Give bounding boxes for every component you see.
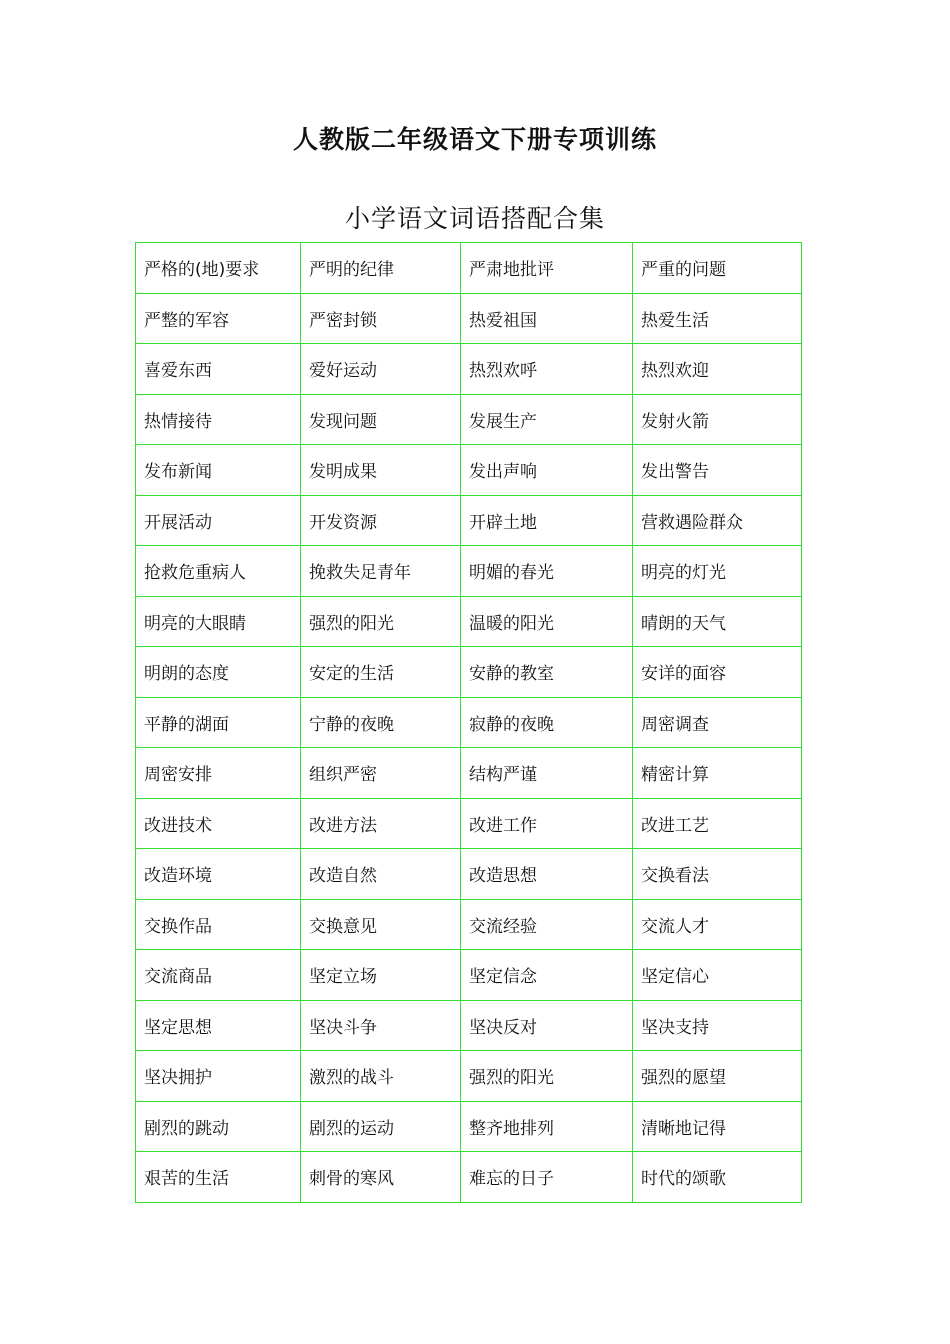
table-row bbox=[136, 697, 802, 748]
table-cell: 开发资源 bbox=[301, 495, 461, 546]
table-cell: 严明的纪律 bbox=[301, 243, 461, 294]
table-cell: 强烈的愿望 bbox=[633, 1051, 802, 1102]
table-cell: 交流人才 bbox=[633, 899, 802, 950]
table-cell: 强烈的阳光 bbox=[461, 1051, 633, 1102]
table-cell: 热烈欢迎 bbox=[633, 344, 802, 395]
table-row bbox=[136, 748, 802, 799]
table-cell: 改进技术 bbox=[136, 798, 301, 849]
table-cell: 坚决反对 bbox=[461, 1000, 633, 1051]
table-cell: 安静的教室 bbox=[461, 647, 633, 698]
table-cell: 发射火箭 bbox=[633, 394, 802, 445]
table-cell: 整齐地排列 bbox=[461, 1101, 633, 1152]
table-cell: 交流经验 bbox=[461, 899, 633, 950]
table-row bbox=[136, 899, 802, 950]
table-cell: 热情接待 bbox=[136, 394, 301, 445]
table-cell: 交换作品 bbox=[136, 899, 301, 950]
table-cell: 严整的军容 bbox=[136, 293, 301, 344]
table-cell: 喜爱东西 bbox=[136, 344, 301, 395]
table-cell: 难忘的日子 bbox=[461, 1152, 633, 1203]
table-row bbox=[136, 546, 802, 597]
table-cell: 热爱生活 bbox=[633, 293, 802, 344]
table-cell: 交换意见 bbox=[301, 899, 461, 950]
table-cell: 晴朗的天气 bbox=[633, 596, 802, 647]
table-cell: 严重的问题 bbox=[633, 243, 802, 294]
table-cell: 坚定立场 bbox=[301, 950, 461, 1001]
table-cell: 温暖的阳光 bbox=[461, 596, 633, 647]
table-cell: 明亮的灯光 bbox=[633, 546, 802, 597]
table-cell: 清晰地记得 bbox=[633, 1101, 802, 1152]
table-cell: 严肃地批评 bbox=[461, 243, 633, 294]
table-cell: 坚决拥护 bbox=[136, 1051, 301, 1102]
table-row bbox=[136, 1152, 802, 1203]
table-row bbox=[136, 1000, 802, 1051]
table-row bbox=[136, 495, 802, 546]
table-row bbox=[136, 394, 802, 445]
table-cell: 坚定信心 bbox=[633, 950, 802, 1001]
table-cell: 改进工艺 bbox=[633, 798, 802, 849]
table-cell: 发出警告 bbox=[633, 445, 802, 496]
table-cell: 坚决支持 bbox=[633, 1000, 802, 1051]
table-cell: 改造思想 bbox=[461, 849, 633, 900]
table-cell: 明朗的态度 bbox=[136, 647, 301, 698]
table-row bbox=[136, 798, 802, 849]
table-cell: 结构严谨 bbox=[461, 748, 633, 799]
table-cell: 营救遇险群众 bbox=[633, 495, 802, 546]
table-cell: 发现问题 bbox=[301, 394, 461, 445]
table-row bbox=[136, 445, 802, 496]
word-collocation-table bbox=[135, 242, 802, 1203]
table-cell: 时代的颂歌 bbox=[633, 1152, 802, 1203]
table-row bbox=[136, 1051, 802, 1102]
table-cell: 严格的(地)要求 bbox=[136, 243, 301, 294]
table-cell: 发布新闻 bbox=[136, 445, 301, 496]
table-cell: 爱好运动 bbox=[301, 344, 461, 395]
table-cell: 交流商品 bbox=[136, 950, 301, 1001]
table-cell: 改造环境 bbox=[136, 849, 301, 900]
table-cell: 安详的面容 bbox=[633, 647, 802, 698]
table-cell: 发展生产 bbox=[461, 394, 633, 445]
table-cell: 热爱祖国 bbox=[461, 293, 633, 344]
table-body bbox=[136, 243, 802, 1203]
table-row bbox=[136, 647, 802, 698]
table-cell: 明媚的春光 bbox=[461, 546, 633, 597]
table-cell: 挽救失足青年 bbox=[301, 546, 461, 597]
table-cell: 明亮的大眼睛 bbox=[136, 596, 301, 647]
table-row bbox=[136, 849, 802, 900]
table-cell: 改进工作 bbox=[461, 798, 633, 849]
table-cell: 发出声响 bbox=[461, 445, 633, 496]
table-cell: 安定的生活 bbox=[301, 647, 461, 698]
table-cell: 刺骨的寒风 bbox=[301, 1152, 461, 1203]
table-row bbox=[136, 596, 802, 647]
table-cell: 艰苦的生活 bbox=[136, 1152, 301, 1203]
table-cell: 周密调查 bbox=[633, 697, 802, 748]
table-cell: 交换看法 bbox=[633, 849, 802, 900]
table-cell: 剧烈的运动 bbox=[301, 1101, 461, 1152]
table-cell: 精密计算 bbox=[633, 748, 802, 799]
table-cell: 激烈的战斗 bbox=[301, 1051, 461, 1102]
table-row bbox=[136, 243, 802, 294]
table-row bbox=[136, 344, 802, 395]
table-row bbox=[136, 950, 802, 1001]
table-cell: 坚定信念 bbox=[461, 950, 633, 1001]
table-row bbox=[136, 293, 802, 344]
table-cell: 剧烈的跳动 bbox=[136, 1101, 301, 1152]
document-title: 人教版二年级语文下册专项训练 bbox=[292, 125, 657, 154]
table-cell: 开辟土地 bbox=[461, 495, 633, 546]
table-cell: 开展活动 bbox=[136, 495, 301, 546]
table-cell: 强烈的阳光 bbox=[301, 596, 461, 647]
table-cell: 发明成果 bbox=[301, 445, 461, 496]
table-cell: 平静的湖面 bbox=[136, 697, 301, 748]
table-cell: 抢救危重病人 bbox=[136, 546, 301, 597]
table-cell: 寂静的夜晚 bbox=[461, 697, 633, 748]
document-subtitle: 小学语文词语搭配合集 bbox=[344, 204, 605, 233]
table-cell: 严密封锁 bbox=[301, 293, 461, 344]
table-cell: 组织严密 bbox=[301, 748, 461, 799]
table-cell: 改进方法 bbox=[301, 798, 461, 849]
table-cell: 周密安排 bbox=[136, 748, 301, 799]
table-cell: 热烈欢呼 bbox=[461, 344, 633, 395]
table-cell: 改造自然 bbox=[301, 849, 461, 900]
table-cell: 宁静的夜晚 bbox=[301, 697, 461, 748]
table-cell: 坚定思想 bbox=[136, 1000, 301, 1051]
table-cell: 坚决斗争 bbox=[301, 1000, 461, 1051]
table-row bbox=[136, 1101, 802, 1152]
